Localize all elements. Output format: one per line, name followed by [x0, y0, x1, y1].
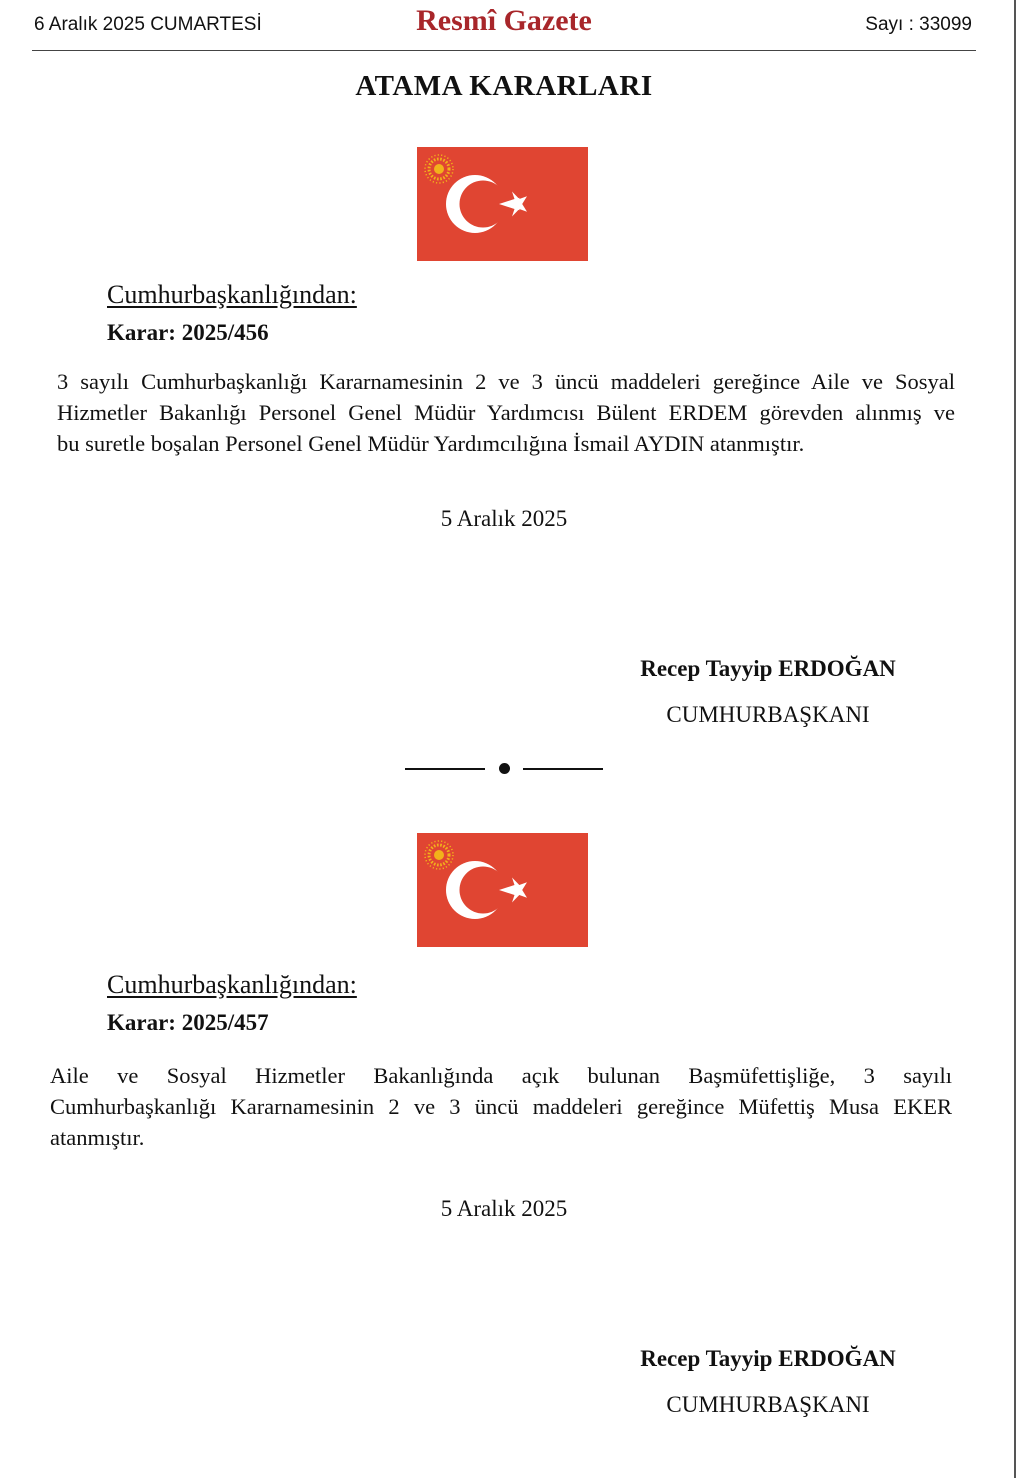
- publication-date: 6 Aralık 2025 CUMARTESİ: [34, 14, 262, 35]
- issue-number: Sayı : 33099: [865, 14, 972, 35]
- signer-name: Recep Tayyip ERDOĞAN: [640, 1346, 896, 1371]
- separator-icon: [405, 756, 605, 780]
- decision-body: [50, 1060, 952, 1153]
- gazette-title: Resmî Gazete: [416, 4, 592, 37]
- body-line: Aile ve Sosyal Hizmetler Bakanlığında açık bulunan Başmüfettişliğe, 3 sayılı: [50, 1063, 952, 1088]
- body-line: atanmıştır.: [50, 1125, 145, 1150]
- signer-name: Recep Tayyip ERDOĞAN: [640, 656, 896, 681]
- decision-number: Karar: 2025/456: [107, 320, 269, 345]
- signer-title: CUMHURBAŞKANI: [666, 702, 870, 727]
- gazette-header: [32, 0, 976, 51]
- body-line: bu suretle boşalan Personel Genel Müdür Yardımcılığına İsmail AYDIN atanmıştır.: [57, 431, 805, 456]
- turkish-flag-icon: [417, 833, 588, 947]
- section-title: ATAMA KARARLARI: [355, 70, 653, 102]
- turkish-flag-icon: [417, 147, 588, 261]
- signature-block: [598, 656, 938, 728]
- body-line: 3 sayılı Cumhurbaşkanlığı Kararnamesinin 2 ve 3 üncü maddeleri gereğince Aile ve Sosyal: [57, 369, 955, 394]
- decision-body: [57, 366, 955, 459]
- decision-date: 5 Aralık 2025: [440, 1196, 568, 1221]
- body-line: Hizmetler Bakanlığı Personel Genel Müdür Yardımcısı Bülent ERDEM görevden alınmış ve: [57, 400, 955, 425]
- issuer-heading: Cumhurbaşkanlığından:: [107, 970, 357, 999]
- decision-date: 5 Aralık 2025: [440, 506, 568, 531]
- signer-title: CUMHURBAŞKANI: [666, 1392, 870, 1417]
- body-line: Cumhurbaşkanlığı Kararnamesinin 2 ve 3 üncü maddeleri gereğince Müfettiş Musa EKER: [50, 1094, 952, 1119]
- issuer-heading: Cumhurbaşkanlığından:: [107, 280, 357, 309]
- decision-number: Karar: 2025/457: [107, 1010, 269, 1035]
- signature-block: [598, 1346, 938, 1418]
